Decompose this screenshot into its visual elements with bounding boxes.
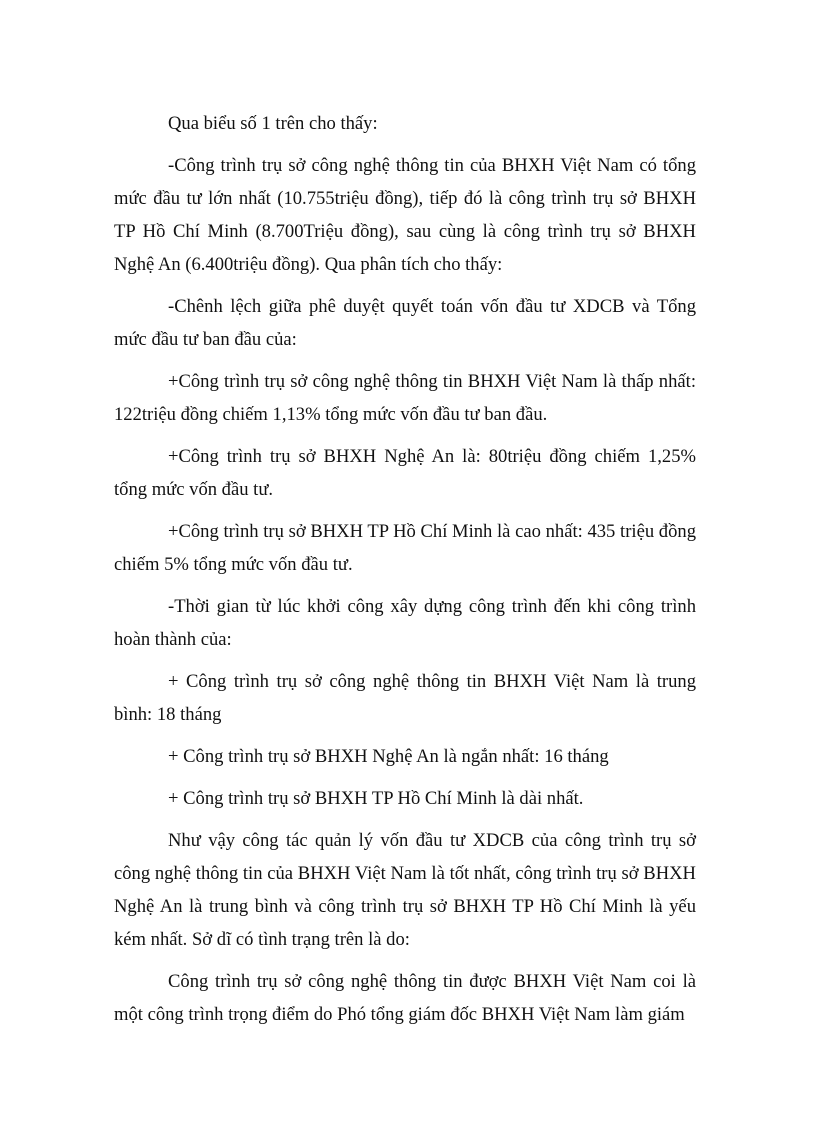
paragraph-difference-it: +Công trình trụ sở công nghệ thông tin BHXH Việt Nam là thấp nhất: 122triệu đồng chiếm 1,13% tổng mức vốn đầu tư ban đầu. [114, 371, 696, 425]
paragraph-reason: Công trình trụ sở công nghệ thông tin được BHXH Việt Nam coi là một công trình trọng điểm do Phó tổng giám đốc BHXH Việt Nam làm giám [114, 971, 696, 1025]
body-text [114, 107, 696, 1040]
paragraph-intro: Qua biểu số 1 trên cho thấy: [168, 113, 378, 134]
paragraph-duration-hcm: + Công trình trụ sở BHXH TP Hồ Chí Minh là dài nhất. [168, 788, 584, 809]
paragraph-conclusion: Như vậy công tác quản lý vốn đầu tư XDCB của công trình trụ sở công nghệ thông tin của BHXH Việt Nam là tốt nhất, công trình trụ sở BHXH Nghệ An là trung bình và công trình trụ sở BHXH TP Hồ Chí Minh là yếu kém nhất. Sở dĩ có tình trạng trên là do: [114, 830, 696, 950]
paragraph-difference-heading: -Chênh lệch giữa phê duyệt quyết toán vốn đầu tư XDCB và Tổng mức đầu tư ban đầu của: [114, 296, 696, 350]
paragraph-duration-it: + Công trình trụ sở công nghệ thông tin BHXH Việt Nam là trung bình: 18 tháng [114, 671, 696, 725]
paragraph-difference-hcm: +Công trình trụ sở BHXH TP Hồ Chí Minh là cao nhất: 435 triệu đồng chiếm 5% tổng mức vốn đầu tư. [114, 521, 696, 575]
paragraph-difference-nghe-an: +Công trình trụ sở BHXH Nghệ An là: 80triệu đồng chiếm 1,25% tổng mức vốn đầu tư. [114, 446, 696, 500]
paragraph-total-investment: -Công trình trụ sở công nghệ thông tin của BHXH Việt Nam có tổng mức đầu tư lớn nhất (10.755triệu đồng), tiếp đó là công trình trụ sở BHXH TP Hồ Chí Minh (8.700Triệu đồng), sau cùng là công trình trụ sở BHXH Nghệ An (6.400triệu đồng). Qua phân tích cho thấy: [114, 155, 696, 275]
paragraph-duration-nghe-an: + Công trình trụ sở BHXH Nghệ An là ngắn nhất: 16 tháng [168, 746, 609, 767]
paragraph-duration-heading: -Thời gian từ lúc khởi công xây dựng công trình đến khi công trình hoàn thành của: [114, 596, 696, 650]
